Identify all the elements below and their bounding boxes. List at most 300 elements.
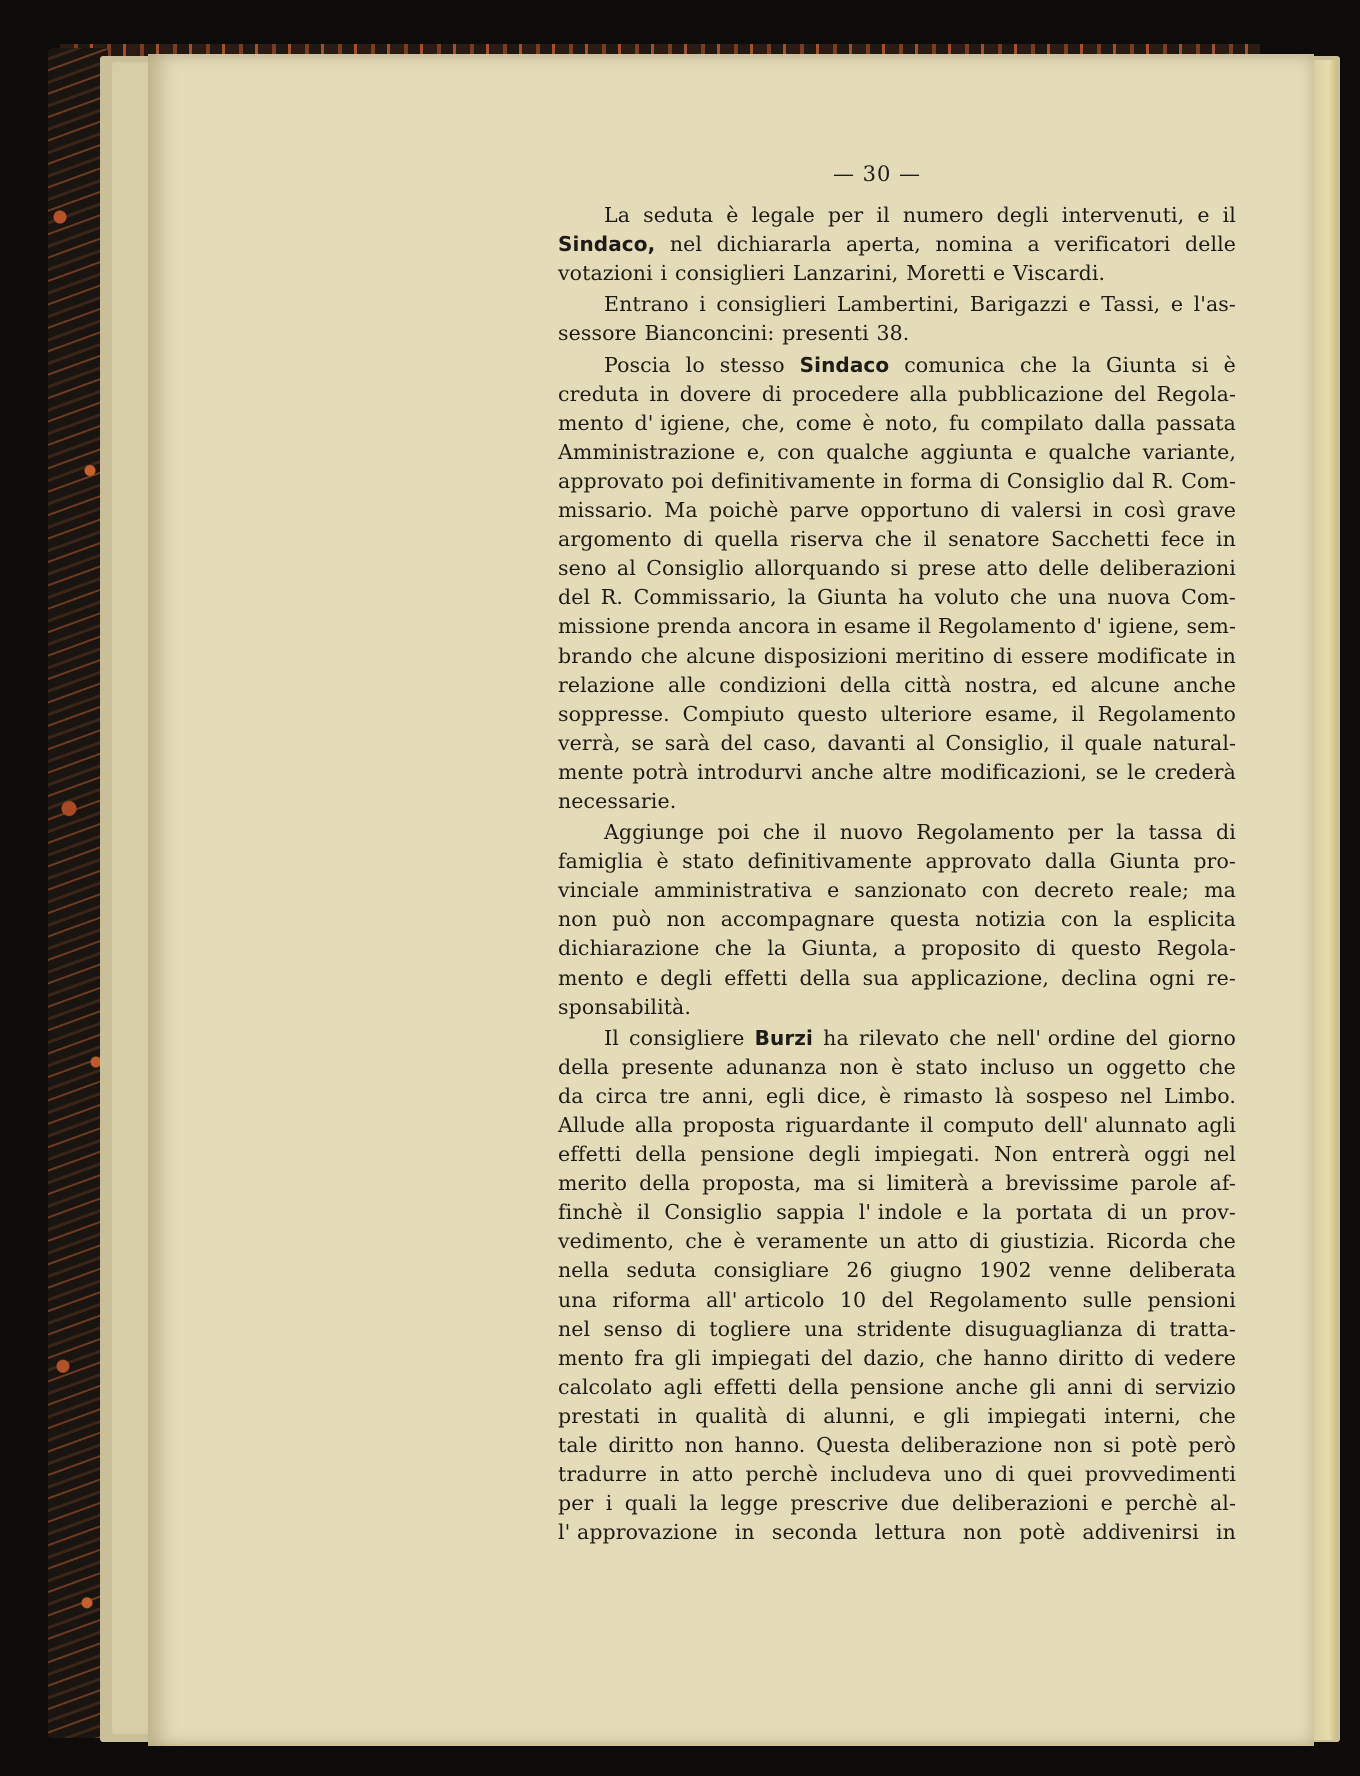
word: Tassi,	[1101, 292, 1161, 317]
word: soppresse.	[558, 701, 670, 726]
word: la	[767, 936, 787, 961]
word: giorno	[1167, 1025, 1236, 1050]
word: la	[1113, 907, 1133, 932]
word: e	[1024, 439, 1037, 464]
word: dazio,	[863, 1345, 926, 1370]
word: è	[890, 1054, 904, 1079]
word: la	[1116, 820, 1136, 845]
text-line	[558, 351, 1236, 380]
word: La	[604, 203, 631, 228]
word: 26	[846, 1258, 873, 1283]
word: delle	[1185, 232, 1236, 257]
word: procedere	[792, 381, 900, 406]
word: stato	[682, 849, 735, 874]
text-line	[558, 583, 1236, 612]
word: definitivamente	[711, 468, 876, 493]
word: sem-	[1186, 614, 1236, 639]
word: e	[1170, 292, 1184, 317]
word: opportuno	[860, 498, 969, 523]
text-line	[558, 1140, 1236, 1169]
word: disuguaglianza	[964, 1316, 1123, 1341]
word: di	[1215, 820, 1236, 845]
word: deliberazione	[900, 1433, 1043, 1458]
word: 1902	[979, 1258, 1032, 1283]
text-line	[558, 1373, 1236, 1402]
word: sappia	[776, 1200, 845, 1225]
word: agli	[663, 1374, 703, 1399]
word: entrerà	[1051, 1142, 1131, 1167]
word: dovere	[679, 381, 752, 406]
word: sanzionato	[854, 878, 967, 903]
word: alcune	[1090, 672, 1160, 697]
word: famiglia	[558, 849, 644, 874]
word: che	[1010, 585, 1048, 610]
word: con	[1060, 907, 1099, 932]
word: Regolamento	[937, 614, 1077, 639]
word: pensione	[850, 1374, 945, 1399]
word: relazione	[558, 672, 655, 697]
word: può	[612, 907, 652, 932]
word: di	[980, 498, 1001, 523]
word: servizio	[1154, 1374, 1236, 1399]
word: grave	[1176, 498, 1236, 523]
word: votazioni	[558, 261, 653, 286]
word: approvato	[925, 849, 1032, 874]
word: fra	[634, 1345, 665, 1370]
word: non	[962, 1520, 1002, 1545]
word: esame,	[985, 701, 1059, 726]
word: e	[635, 965, 649, 990]
word: Aggiunge	[604, 820, 705, 845]
word: della	[799, 965, 851, 990]
word: passata	[1156, 410, 1236, 435]
word: gli	[1029, 1374, 1056, 1399]
word: lo	[685, 352, 705, 377]
word: finchè	[558, 1200, 623, 1225]
word: degli	[996, 203, 1049, 228]
bold-name: Sindaco,	[558, 232, 656, 257]
text-line	[558, 1286, 1236, 1315]
word: brevissime	[1005, 1171, 1119, 1196]
word: nostra,	[964, 672, 1039, 697]
word: applicazione,	[910, 965, 1050, 990]
word: anni,	[701, 1083, 755, 1108]
text-line	[558, 818, 1236, 847]
word: dalla	[1044, 849, 1097, 874]
word: il	[1071, 701, 1085, 726]
word: rimasto	[903, 1083, 983, 1108]
word: comunica	[904, 352, 1005, 377]
word: condizioni	[719, 672, 827, 697]
word: tradurre	[558, 1462, 648, 1487]
word: qualche	[1048, 439, 1132, 464]
word: che	[949, 1025, 987, 1050]
word: diritto	[1058, 1345, 1124, 1370]
word: hanno.	[734, 1433, 806, 1458]
word: atto	[986, 556, 1028, 581]
word: Il	[604, 1025, 619, 1050]
text-line	[558, 993, 1236, 1022]
word: dichiararla	[716, 232, 832, 257]
text-line	[558, 496, 1236, 525]
word: R.	[1151, 468, 1174, 493]
word: Com-	[1181, 585, 1236, 610]
word: i	[660, 261, 668, 286]
word: Barigazzi	[969, 292, 1068, 317]
word: anche	[955, 1374, 1019, 1399]
word: af-	[1209, 1171, 1236, 1196]
word: non	[558, 907, 598, 932]
word: decreto	[1033, 878, 1114, 903]
word: notizia	[975, 907, 1046, 932]
text-line	[558, 876, 1236, 905]
word: della	[839, 672, 891, 697]
marbled-book-cover	[48, 48, 108, 1738]
paragraph	[558, 351, 1236, 817]
word: dalla	[1094, 410, 1146, 435]
word: perchè	[1125, 1491, 1198, 1516]
word: è	[733, 1229, 746, 1254]
word: vedimento,	[558, 1229, 675, 1254]
word: che	[762, 820, 800, 845]
word: si	[1191, 352, 1209, 377]
word: quei	[1027, 1462, 1073, 1487]
word: da	[558, 1083, 584, 1108]
word: ma	[1204, 878, 1236, 903]
word: a	[893, 936, 907, 961]
word: là	[994, 1083, 1014, 1108]
text-line	[558, 700, 1236, 729]
word: stato	[915, 1054, 968, 1079]
word: fu	[948, 410, 970, 435]
word: nuovo	[839, 820, 903, 845]
text-line	[558, 612, 1236, 641]
word: esplicita	[1147, 907, 1236, 932]
word: R.	[600, 585, 623, 610]
word: adunanza	[726, 1054, 828, 1079]
word: Allude	[558, 1113, 625, 1137]
word: Com-	[1181, 468, 1236, 493]
word: il	[1222, 203, 1236, 228]
text-line	[558, 847, 1236, 876]
word: che	[1198, 1229, 1236, 1254]
word: accompagnare	[720, 907, 875, 932]
word: re-	[1206, 965, 1236, 990]
text-line	[558, 1169, 1236, 1198]
text-line	[558, 1053, 1236, 1082]
word: l' approvazione	[558, 1520, 718, 1545]
word: mento	[558, 410, 624, 435]
word: nomina	[935, 232, 1014, 257]
word: Regolamento	[1097, 701, 1236, 726]
word: che	[935, 1345, 973, 1370]
word: è	[1223, 352, 1236, 377]
text-line	[558, 1489, 1236, 1518]
word: alla	[909, 381, 948, 406]
word: proposito	[921, 936, 1021, 961]
word: interni,	[1104, 1403, 1182, 1428]
word: includeva	[830, 1462, 932, 1487]
text-line	[558, 409, 1236, 438]
word: tre	[659, 1083, 690, 1108]
paragraph	[558, 818, 1236, 1022]
word: consiglieri	[674, 261, 785, 286]
word: intervenuti,	[1061, 203, 1185, 228]
word: proposta	[682, 1113, 776, 1137]
text-line	[558, 319, 1236, 348]
word: e	[827, 878, 840, 903]
word: e	[956, 1200, 969, 1225]
text-line	[558, 1460, 1236, 1489]
word: pubblicazione	[957, 381, 1104, 406]
word: rilevato	[858, 1025, 940, 1050]
word: di	[1136, 1316, 1157, 1341]
text-line	[558, 525, 1236, 554]
word: mente	[558, 759, 624, 784]
word: seduta	[643, 203, 714, 228]
word: caso,	[763, 730, 817, 755]
word: sessore	[558, 321, 637, 346]
word: hanno	[983, 1345, 1048, 1370]
word: presenti	[782, 321, 869, 346]
word: Bianconcini:	[644, 321, 775, 346]
word: della	[558, 1054, 610, 1079]
word: senatore	[948, 527, 1040, 552]
word: prestati	[558, 1403, 640, 1428]
word: del	[1125, 1025, 1158, 1050]
paragraph	[558, 201, 1236, 288]
text-line	[558, 1024, 1236, 1053]
word: pensione	[700, 1142, 795, 1167]
word: questo	[1071, 936, 1142, 961]
word: giustizia.	[999, 1229, 1096, 1254]
word: Entrano	[604, 292, 689, 317]
word: di	[1134, 1345, 1155, 1370]
word: ulteriore	[880, 701, 973, 726]
word: impiegati	[711, 1345, 811, 1370]
word: una	[1057, 585, 1097, 610]
word: con	[777, 439, 815, 464]
text-line	[558, 1227, 1236, 1256]
word: in	[1215, 527, 1236, 552]
word: non	[666, 907, 706, 932]
word: deliberazioni	[951, 1491, 1089, 1516]
page-number: — 30 —	[832, 162, 922, 186]
word: in	[657, 1403, 678, 1428]
word: 38.	[876, 321, 910, 346]
word: che	[1198, 1054, 1236, 1079]
word: effetti	[558, 1142, 622, 1167]
word: anni	[1066, 1374, 1113, 1399]
word: di	[992, 643, 1013, 668]
word: verrà,	[558, 730, 621, 755]
word: necessarie.	[558, 788, 677, 813]
word: argomento	[558, 527, 672, 552]
word: atto	[916, 1229, 959, 1254]
word: si	[857, 1171, 875, 1196]
body-text	[558, 201, 1236, 1547]
word: 10	[839, 1287, 867, 1312]
word: e	[1197, 203, 1210, 228]
word: reale;	[1128, 878, 1190, 903]
word: diritto	[608, 1433, 674, 1458]
word: Lanzarini,	[792, 261, 899, 286]
word: numero	[902, 203, 984, 228]
word: nuova	[1107, 585, 1171, 610]
page-fore-edge	[1314, 60, 1338, 1740]
bold-name: Sindaco	[799, 352, 890, 377]
word: un	[1140, 1200, 1168, 1225]
word: deliberazioni	[1099, 556, 1236, 581]
text-line	[558, 201, 1236, 230]
word: si	[890, 556, 908, 581]
word: gli	[943, 1403, 970, 1428]
word: non	[684, 1433, 724, 1458]
word: della	[635, 1142, 687, 1167]
word: Regola-	[1156, 381, 1236, 406]
word: stridente	[856, 1316, 952, 1341]
word: al	[616, 556, 636, 581]
word: città	[904, 672, 952, 697]
text-line	[558, 729, 1236, 758]
text-line	[558, 259, 1236, 288]
word: d' igiene,	[634, 410, 731, 435]
word: Giunta	[1109, 849, 1180, 874]
word: alle	[668, 672, 706, 697]
word: non	[1053, 1433, 1093, 1458]
word: Moretti	[906, 261, 986, 286]
word: incluso	[980, 1054, 1055, 1079]
word: verificatori	[1054, 232, 1171, 257]
text-line	[558, 1111, 1236, 1140]
word: dice,	[816, 1083, 868, 1108]
word: oggetto	[1106, 1054, 1187, 1079]
word: poi	[717, 820, 750, 845]
word: senso	[603, 1316, 663, 1341]
word: della	[787, 1374, 839, 1399]
word: il	[813, 820, 827, 845]
word: effetti	[724, 965, 788, 990]
text-line	[558, 1431, 1236, 1460]
bold-name: Burzi	[754, 1025, 813, 1050]
word: quale	[1084, 730, 1143, 755]
word: giugno	[889, 1258, 962, 1283]
word: che	[685, 1229, 723, 1254]
word: missione	[558, 614, 651, 639]
word: in	[734, 1520, 755, 1545]
word: ha	[823, 1025, 849, 1050]
word: il	[1060, 730, 1074, 755]
word: alla	[634, 1113, 673, 1137]
word: a	[1027, 232, 1040, 257]
word: di	[979, 468, 1000, 493]
word: così	[1124, 498, 1166, 523]
word: Ma	[664, 498, 698, 523]
word: del	[720, 730, 753, 755]
word: meritino	[895, 643, 985, 668]
word: Regolamento	[929, 1287, 1068, 1312]
word: per	[827, 203, 864, 228]
word: le	[1127, 759, 1146, 784]
word: ha	[898, 585, 924, 610]
word: Poscia	[604, 352, 671, 377]
word: all' articolo	[706, 1287, 825, 1312]
word: Sacchetti	[1050, 527, 1150, 552]
text-line	[558, 1082, 1236, 1111]
word: che,	[741, 410, 786, 435]
word: della	[639, 1171, 691, 1196]
word: voluto	[934, 585, 1000, 610]
word: prese	[917, 556, 977, 581]
word: potrà	[632, 759, 689, 784]
word: in	[882, 468, 903, 493]
word: variante,	[1142, 439, 1236, 464]
word: parve	[789, 498, 850, 523]
word: che	[1019, 352, 1058, 377]
word: la	[787, 585, 807, 610]
word: non	[839, 1054, 879, 1079]
word: atto	[691, 1462, 734, 1487]
word: è	[879, 1083, 892, 1108]
word: che	[640, 643, 678, 668]
word: se	[1095, 759, 1119, 784]
word: quali	[624, 1491, 677, 1516]
word: del	[881, 1287, 914, 1312]
word: modificazioni,	[940, 759, 1088, 784]
word: prenda	[657, 614, 732, 639]
word: Consiglio,	[945, 730, 1050, 755]
word: che	[1198, 1403, 1236, 1428]
word: parole	[1130, 1171, 1198, 1196]
word: Regolamento	[916, 820, 1055, 845]
word: prescrive	[790, 1491, 889, 1516]
text-line	[558, 1402, 1236, 1431]
word: nel	[558, 1316, 591, 1341]
word: merito	[558, 1171, 628, 1196]
word: legge	[720, 1491, 779, 1516]
word: introdurvi	[697, 759, 803, 784]
text-line	[558, 438, 1236, 467]
word: consiglieri	[716, 292, 827, 317]
word: pensioni	[1147, 1287, 1236, 1312]
word: brando	[558, 643, 633, 668]
word: perchè	[745, 1462, 818, 1487]
word: portata	[1015, 1200, 1093, 1225]
word: sarà	[664, 730, 710, 755]
word: potè	[1019, 1520, 1066, 1545]
word: si	[1103, 1433, 1121, 1458]
text-line	[558, 1315, 1236, 1344]
word: in	[1215, 643, 1236, 668]
word: l'as-	[1193, 292, 1236, 317]
word: Ricorda	[1106, 1229, 1188, 1254]
word: ma	[813, 1171, 846, 1196]
word: questo	[797, 701, 868, 726]
word: e,	[746, 439, 766, 464]
word: riguardante	[785, 1113, 911, 1137]
word: anche	[1173, 672, 1236, 697]
word: impiegati	[987, 1403, 1087, 1428]
word: un	[879, 1229, 906, 1254]
word: consigliare	[713, 1258, 830, 1283]
word: oggi	[1144, 1142, 1190, 1167]
word: aperta,	[845, 232, 921, 257]
word: una	[558, 1287, 597, 1312]
word: egli	[766, 1083, 805, 1108]
word: computo	[943, 1113, 1035, 1137]
word: essere	[1020, 643, 1089, 668]
word: è	[862, 410, 875, 435]
